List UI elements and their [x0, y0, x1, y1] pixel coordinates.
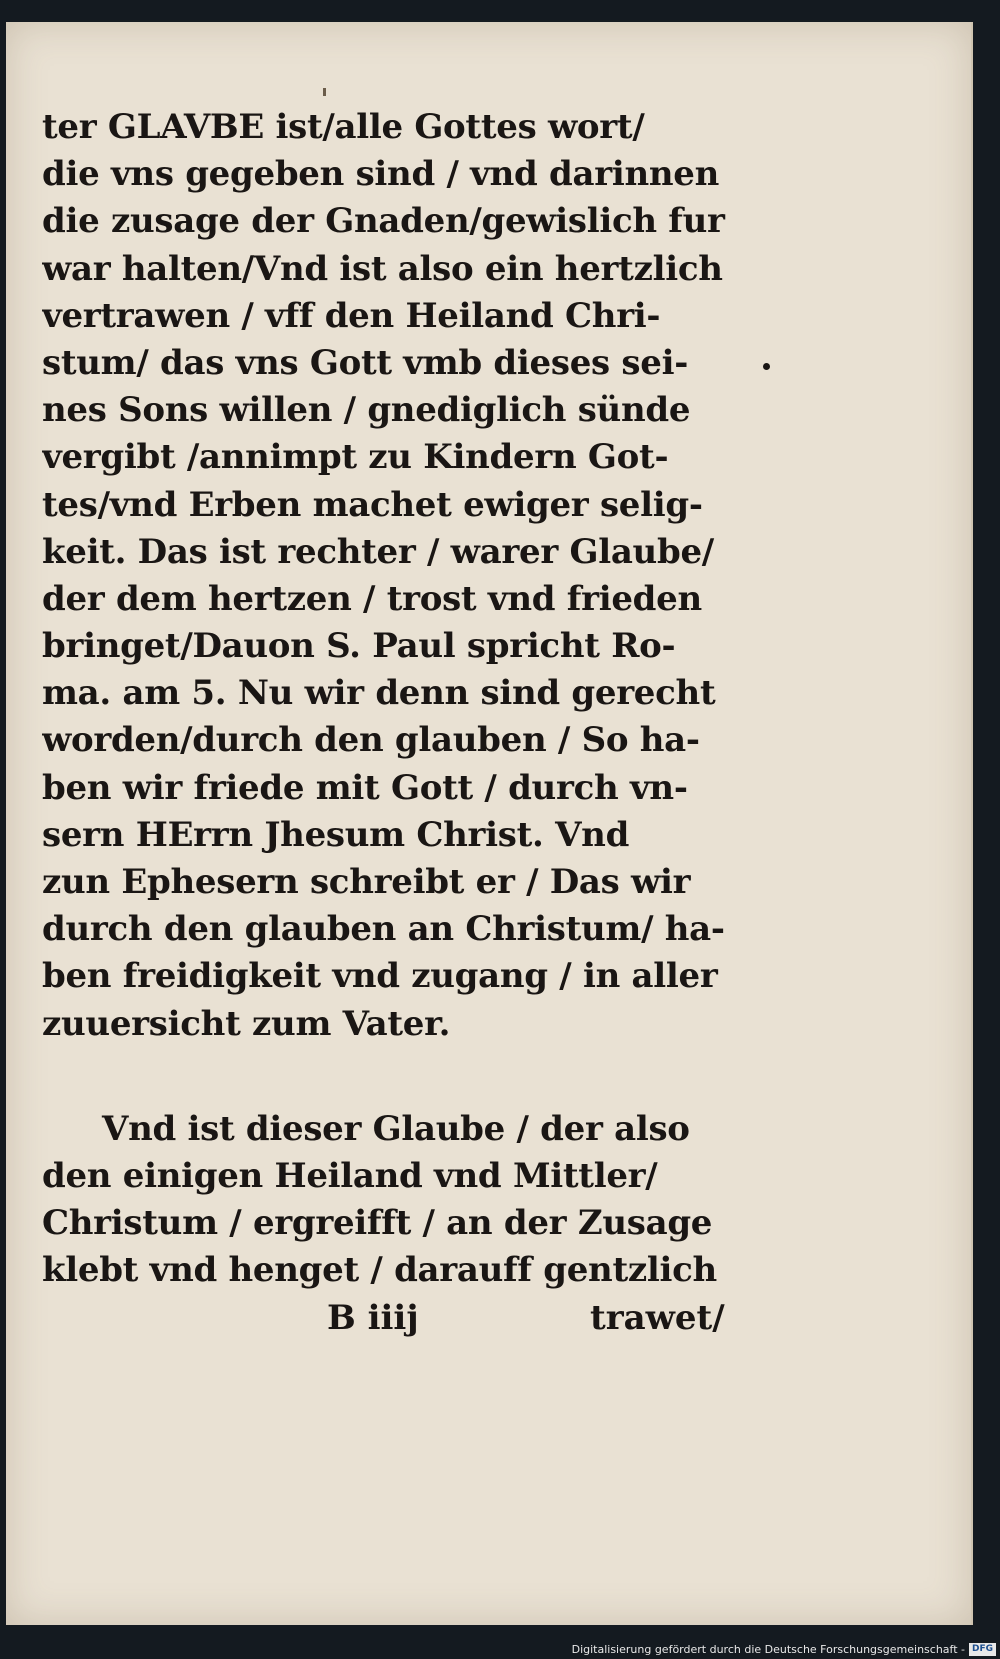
paragraph-gap [42, 1048, 742, 1106]
text-line: ben freidigkeit vnd zugang / in aller [42, 956, 718, 997]
text-line: Christum / ergreifft / an der Zusage [42, 1203, 713, 1244]
text-line: sern HErrn Jhesum Christ. Vnd [42, 814, 630, 855]
ink-dot [763, 363, 770, 370]
text-line: worden/durch den glauben / So ha- [42, 720, 700, 761]
text-line: klebt vnd henget / darauff gentzlich [42, 1250, 717, 1291]
text-line: keit. Das ist rechter / warer Glaube/ [42, 531, 714, 572]
credit-text: Digitalisierung gefördert durch die Deutsche Forschungsgemeinschaft - [571, 1643, 965, 1656]
text-line: stum/ das vns Gott vmb dieses sei- [42, 342, 689, 383]
text-line: durch den glauben an Christum/ ha- [42, 909, 725, 950]
text-block [42, 104, 742, 1342]
text-line: Vnd ist dieser Glaube / der also [102, 1108, 690, 1149]
text-line: der dem hertzen / trost vnd frieden [42, 578, 702, 619]
signature-mark: B iiij [327, 1297, 419, 1338]
text-line: vergibt /annimpt zu Kindern Got- [42, 437, 669, 478]
dfg-logo: DFG [969, 1643, 996, 1656]
text-line: den einigen Heiland vnd Mittler/ [42, 1155, 658, 1196]
scanned-page [6, 22, 973, 1625]
page-footer-line [42, 1295, 742, 1342]
text-line: bringet/Dauon S. Paul spricht Ro- [42, 626, 676, 667]
text-line: die vns gegeben sind / vnd darinnen [42, 154, 720, 195]
digitization-credit [572, 1643, 996, 1656]
page-mark [323, 88, 326, 96]
text-line: ben wir friede mit Gott / durch vn- [42, 767, 688, 808]
text-line: zun Ephesern schreibt er / Das wir [42, 862, 691, 902]
text-line: ter GLAVBE ist/alle Gottes wort/ [42, 107, 645, 147]
text-line: die zusage der Gnaden/gewislich fur [42, 201, 725, 242]
catchword: trawet/ [590, 1297, 725, 1338]
text-line: tes/vnd Erben machet ewiger selig- [42, 484, 703, 525]
text-line: nes Sons willen / gnediglich sünde [42, 390, 691, 431]
text-line: vertrawen / vff den Heiland Chri- [42, 295, 661, 336]
text-line: war halten/Vnd ist also ein hertzlich [42, 248, 723, 289]
text-line: zuuersicht zum Vater. [42, 1003, 451, 1044]
text-line: ma. am 5. Nu wir denn sind gerecht [42, 673, 716, 714]
